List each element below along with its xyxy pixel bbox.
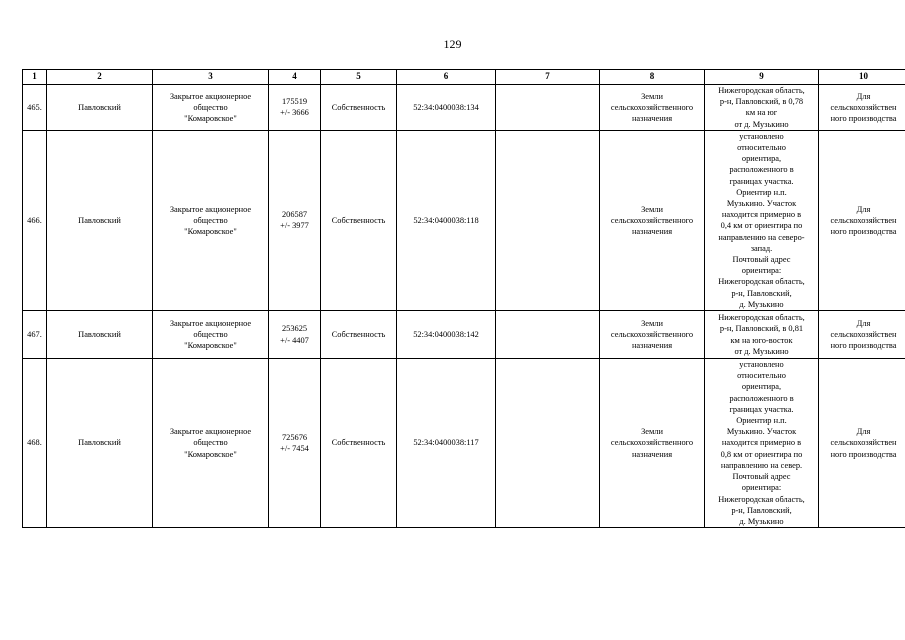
owner-line: Закрытое акционерное	[169, 318, 252, 328]
location-line: Почтовый адрес	[732, 255, 791, 265]
location-line: относительно	[737, 143, 786, 153]
location-line: установлено	[739, 360, 784, 370]
column-header: 10	[819, 70, 905, 85]
location-line: Ориентир н.п.	[736, 416, 787, 426]
usage-line: сельскохозяйствен	[830, 438, 897, 448]
location-line: Ориентир н.п.	[736, 187, 787, 197]
land-registry-table	[22, 69, 905, 528]
cell-area	[269, 359, 321, 528]
owner-line: общество	[193, 215, 228, 225]
column-header: 6	[397, 70, 496, 85]
cell-land-category	[600, 130, 705, 310]
location-line: находится примерно в	[721, 210, 802, 220]
cell-cadastral: 52:34:0400038:142	[397, 311, 496, 359]
cell-land-category	[600, 311, 705, 359]
cell-location	[705, 85, 819, 131]
cell-area	[269, 85, 321, 131]
location-line: д. Музькино	[739, 516, 784, 526]
column-header: 7	[496, 70, 600, 85]
cell-location	[705, 359, 819, 528]
cell-owner	[153, 359, 269, 528]
location-line: Нижегородская область,	[718, 86, 805, 95]
cell-usage	[819, 311, 905, 359]
location-line: ориентира,	[741, 154, 782, 164]
table-row	[23, 85, 905, 131]
location-line: р-н, Павловский,	[731, 505, 792, 515]
location-line: 0,8 км от ориентира по	[720, 449, 803, 459]
cell-num: 468.	[23, 359, 47, 528]
column-header: 4	[269, 70, 321, 85]
location-line: км на юго-восток	[730, 335, 793, 345]
location-line: км на юг	[745, 108, 778, 118]
location-line: Музькино. Участок	[726, 427, 797, 437]
usage-line: ного производства	[830, 114, 897, 123]
location-line: установлено	[739, 131, 784, 141]
location-line: границах участка.	[729, 404, 794, 414]
usage-line: ного производства	[830, 449, 897, 459]
column-header: 3	[153, 70, 269, 85]
cell-right: Собственность	[321, 85, 397, 131]
owner-line: "Комаровское"	[184, 449, 237, 459]
land-category-line: назначения	[631, 449, 673, 459]
location-line: р-н, Павловский, в 0,81	[719, 324, 804, 334]
table-header-row	[23, 70, 905, 85]
cell-district: Павловский	[47, 311, 153, 359]
location-line: расположенного в	[729, 393, 794, 403]
cell-district: Павловский	[47, 85, 153, 131]
cell-col7	[496, 130, 600, 310]
land-category-line: Земли	[641, 204, 663, 214]
cell-district: Павловский	[47, 130, 153, 310]
owner-line: Закрытое акционерное	[169, 204, 252, 214]
land-category-line: сельскохозяйственного	[610, 215, 694, 225]
land-category-line: сельскохозяйственного	[610, 438, 694, 448]
location-line: направлению на северо-	[718, 232, 805, 242]
location-line: запад.	[750, 243, 773, 253]
cell-usage	[819, 130, 905, 310]
location-line: д. Музькино	[739, 299, 784, 309]
column-header: 5	[321, 70, 397, 85]
land-category-line: сельскохозяйственного	[610, 329, 694, 339]
cell-col7	[496, 359, 600, 528]
location-line: границах участка.	[729, 176, 794, 186]
owner-line: "Комаровское"	[184, 114, 237, 123]
location-line: Музькино. Участок	[726, 199, 797, 209]
cell-col7	[496, 85, 600, 131]
cell-cadastral: 52:34:0400038:117	[397, 359, 496, 528]
column-header: 8	[600, 70, 705, 85]
cell-col7	[496, 311, 600, 359]
usage-line: сельскохозяйствен	[830, 329, 897, 339]
location-line: 0,4 км от ориентира по	[720, 221, 803, 231]
usage-line: ного производства	[830, 341, 897, 351]
owner-line: общество	[193, 329, 228, 339]
column-header: 1	[23, 70, 47, 85]
cell-cadastral: 52:34:0400038:118	[397, 130, 496, 310]
cell-num: 467.	[23, 311, 47, 359]
area-line: +/- 7454	[280, 444, 309, 454]
location-line: от д. Музькино	[734, 119, 789, 129]
land-category-line: назначения	[631, 227, 673, 237]
location-line: Почтовый адрес	[732, 472, 791, 482]
page-number: 129	[443, 37, 462, 51]
cell-right: Собственность	[321, 130, 397, 310]
column-header: 9	[705, 70, 819, 85]
area-line: 206587	[281, 210, 308, 220]
land-category-line: Земли	[641, 318, 663, 328]
cell-usage	[819, 85, 905, 131]
owner-line: Закрытое акционерное	[169, 91, 252, 101]
area-line: +/- 3666	[280, 108, 309, 118]
cell-land-category	[600, 359, 705, 528]
location-line: Нижегородская область,	[718, 277, 805, 287]
location-line: находится примерно в	[721, 438, 802, 448]
location-line: относительно	[737, 371, 786, 381]
cell-right: Собственность	[321, 311, 397, 359]
owner-line: общество	[193, 438, 228, 448]
usage-line: Для	[856, 318, 871, 328]
cell-area	[269, 311, 321, 359]
cell-district: Павловский	[47, 359, 153, 528]
location-line: Нижегородская область,	[718, 313, 805, 323]
column-header: 2	[47, 70, 153, 85]
cell-area	[269, 130, 321, 310]
land-category-line: сельскохозяйственного	[610, 102, 694, 112]
cell-owner	[153, 85, 269, 131]
land-category-line: Земли	[641, 427, 663, 437]
area-line: +/- 3977	[280, 221, 309, 231]
cell-location	[705, 130, 819, 310]
cell-owner	[153, 130, 269, 310]
location-line: р-н, Павловский,	[731, 288, 792, 298]
owner-line: общество	[193, 102, 228, 112]
cell-cadastral: 52:34:0400038:134	[397, 85, 496, 131]
table-row	[23, 130, 905, 310]
land-category-line: назначения	[631, 114, 673, 123]
cell-usage	[819, 359, 905, 528]
location-line: направлению на север.	[720, 460, 803, 470]
usage-line: Для	[856, 204, 871, 214]
table-row	[23, 359, 905, 528]
usage-line: Для	[856, 91, 871, 101]
area-line: +/- 4407	[280, 335, 309, 345]
owner-line: "Комаровское"	[184, 227, 237, 237]
usage-line: сельскохозяйствен	[830, 102, 897, 112]
location-line: расположенного в	[729, 165, 794, 175]
table-row	[23, 311, 905, 359]
cell-land-category	[600, 85, 705, 131]
location-line: Нижегородская область,	[718, 494, 805, 504]
area-line: 175519	[281, 97, 308, 107]
area-line: 725676	[281, 432, 308, 442]
location-line: от д. Музькино	[734, 346, 789, 356]
location-line: ориентира:	[741, 483, 782, 493]
area-line: 253625	[281, 324, 308, 334]
owner-line: "Комаровское"	[184, 341, 237, 351]
usage-line: сельскохозяйствен	[830, 215, 897, 225]
cell-owner	[153, 311, 269, 359]
land-category-line: Земли	[641, 91, 663, 101]
location-line: р-н, Павловский, в 0,78	[719, 97, 804, 107]
owner-line: Закрытое акционерное	[169, 427, 252, 437]
location-line: ориентира:	[741, 266, 782, 276]
cell-location	[705, 311, 819, 359]
location-line: ориентира,	[741, 382, 782, 392]
cell-num: 466.	[23, 130, 47, 310]
usage-line: Для	[856, 427, 871, 437]
cell-num: 465.	[23, 85, 47, 131]
usage-line: ного производства	[830, 227, 897, 237]
cell-right: Собственность	[321, 359, 397, 528]
land-category-line: назначения	[631, 341, 673, 351]
